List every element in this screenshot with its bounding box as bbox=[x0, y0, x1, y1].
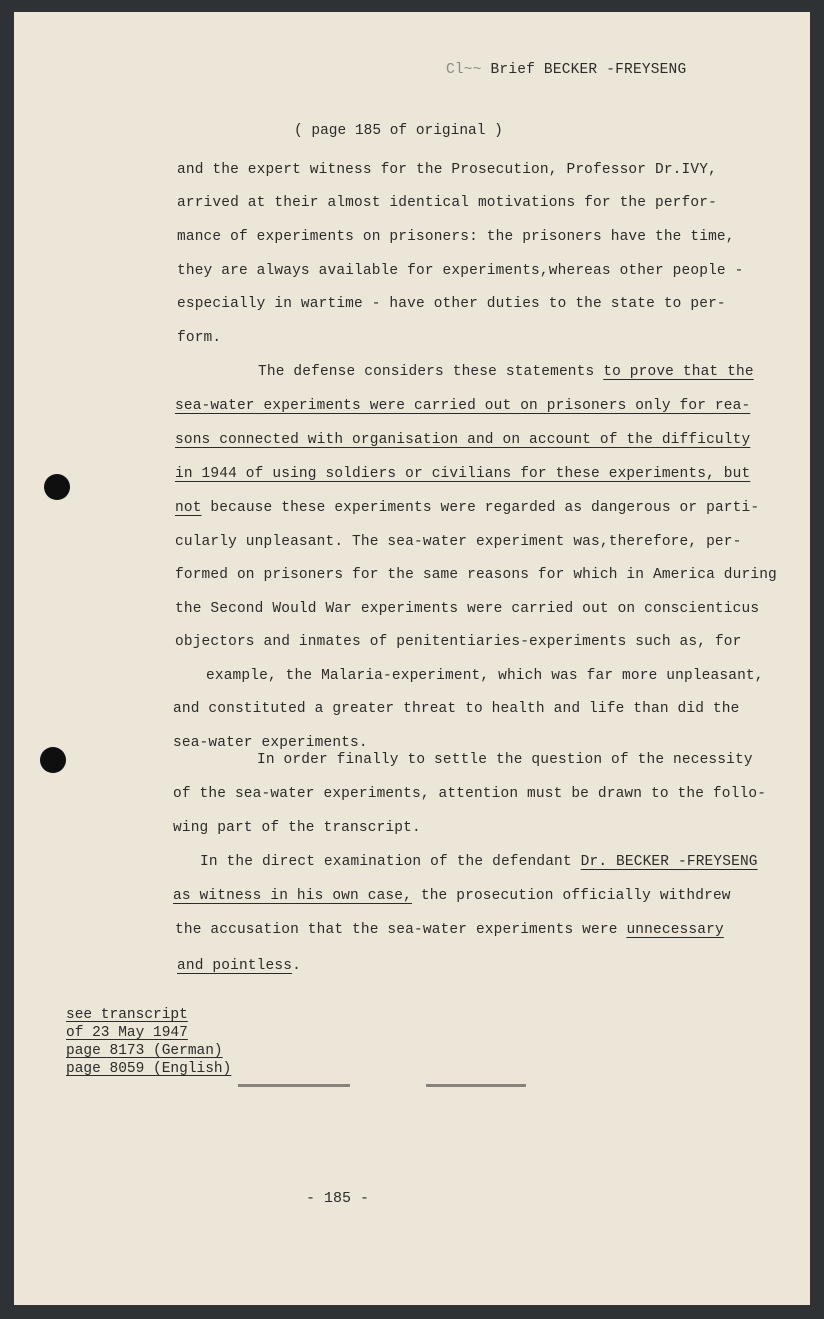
body-line: sea-water experiments. bbox=[173, 735, 368, 751]
body-line: they are always available for experiments,whereas other people - bbox=[177, 263, 744, 279]
punch-hole bbox=[44, 474, 70, 500]
underlined-text: to prove that the bbox=[603, 364, 754, 380]
body-line: wing part of the transcript. bbox=[173, 820, 421, 836]
body-line: not because these experiments were regarded as dangerous or parti- bbox=[175, 500, 760, 516]
body-line: The defense considers these statements to prove that the bbox=[258, 364, 754, 380]
underlined-text: in 1944 of using soldiers or civilians for these experiments, but bbox=[175, 466, 751, 482]
underlined-text: not bbox=[175, 500, 202, 516]
body-line: especially in wartime - have other duties to the state to per- bbox=[177, 296, 726, 312]
body-line bbox=[175, 466, 750, 482]
underlined-text: as witness in his own case, bbox=[173, 888, 412, 904]
body-line: example, the Malaria-experiment, which was far more unpleasant, bbox=[206, 668, 764, 684]
transcript-reference-note: see transcript of 23 May 1947 page 8173 (German) page 8059 (English) bbox=[66, 1007, 232, 1077]
body-line: as witness in his own case, the prosecution officially withdrew bbox=[173, 888, 731, 904]
body-line: of the sea-water experiments, attention must be drawn to the follo- bbox=[173, 786, 767, 802]
body-line bbox=[175, 432, 750, 448]
page-reference: ( page 185 of original ) bbox=[294, 123, 503, 139]
strikeout-scribble bbox=[238, 1084, 350, 1087]
body-line: objectors and inmates of penitentiaries-experiments such as, for bbox=[175, 634, 742, 650]
body-line: arrived at their almost identical motivations for the perfor- bbox=[177, 195, 717, 211]
body-line: mance of experiments on prisoners: the prisoners have the time, bbox=[177, 229, 735, 245]
body-line: form. bbox=[177, 330, 222, 346]
page-number: - 185 - bbox=[306, 1190, 370, 1207]
underlined-text: and pointless bbox=[177, 958, 293, 974]
body-line: In order finally to settle the question of the necessity bbox=[257, 752, 753, 768]
underlined-text: sons connected with organisation and on account of the difficulty bbox=[175, 432, 751, 448]
body-line bbox=[175, 398, 750, 414]
punch-hole bbox=[40, 747, 66, 773]
strikeout-scribble bbox=[426, 1084, 526, 1087]
body-line: the accusation that the sea-water experiments were unnecessary bbox=[175, 922, 724, 938]
body-line: and pointless. bbox=[177, 958, 301, 974]
underlined-text: Dr. BECKER -FREYSENG bbox=[580, 854, 758, 870]
underlined-text: sea-water experiments were carried out on prisoners only for rea- bbox=[175, 398, 751, 414]
body-line: cularly unpleasant. The sea-water experiment was,therefore, per- bbox=[175, 534, 742, 550]
body-line: In the direct examination of the defendant Dr. BECKER -FREYSENG bbox=[200, 854, 758, 870]
document-page bbox=[14, 12, 810, 1305]
body-line: formed on prisoners for the same reasons for which in America during bbox=[175, 567, 777, 583]
header-faint-prefix: Cl~~ bbox=[446, 62, 482, 78]
header-title: Brief BECKER -FREYSENG bbox=[490, 62, 687, 78]
body-line: the Second Would War experiments were carried out on conscienticus bbox=[175, 601, 760, 617]
body-line: and the expert witness for the Prosecution, Professor Dr.IVY, bbox=[177, 162, 717, 178]
underlined-text: unnecessary bbox=[626, 922, 724, 938]
document-header bbox=[446, 62, 686, 78]
body-line: and constituted a greater threat to health and life than did the bbox=[173, 701, 740, 717]
